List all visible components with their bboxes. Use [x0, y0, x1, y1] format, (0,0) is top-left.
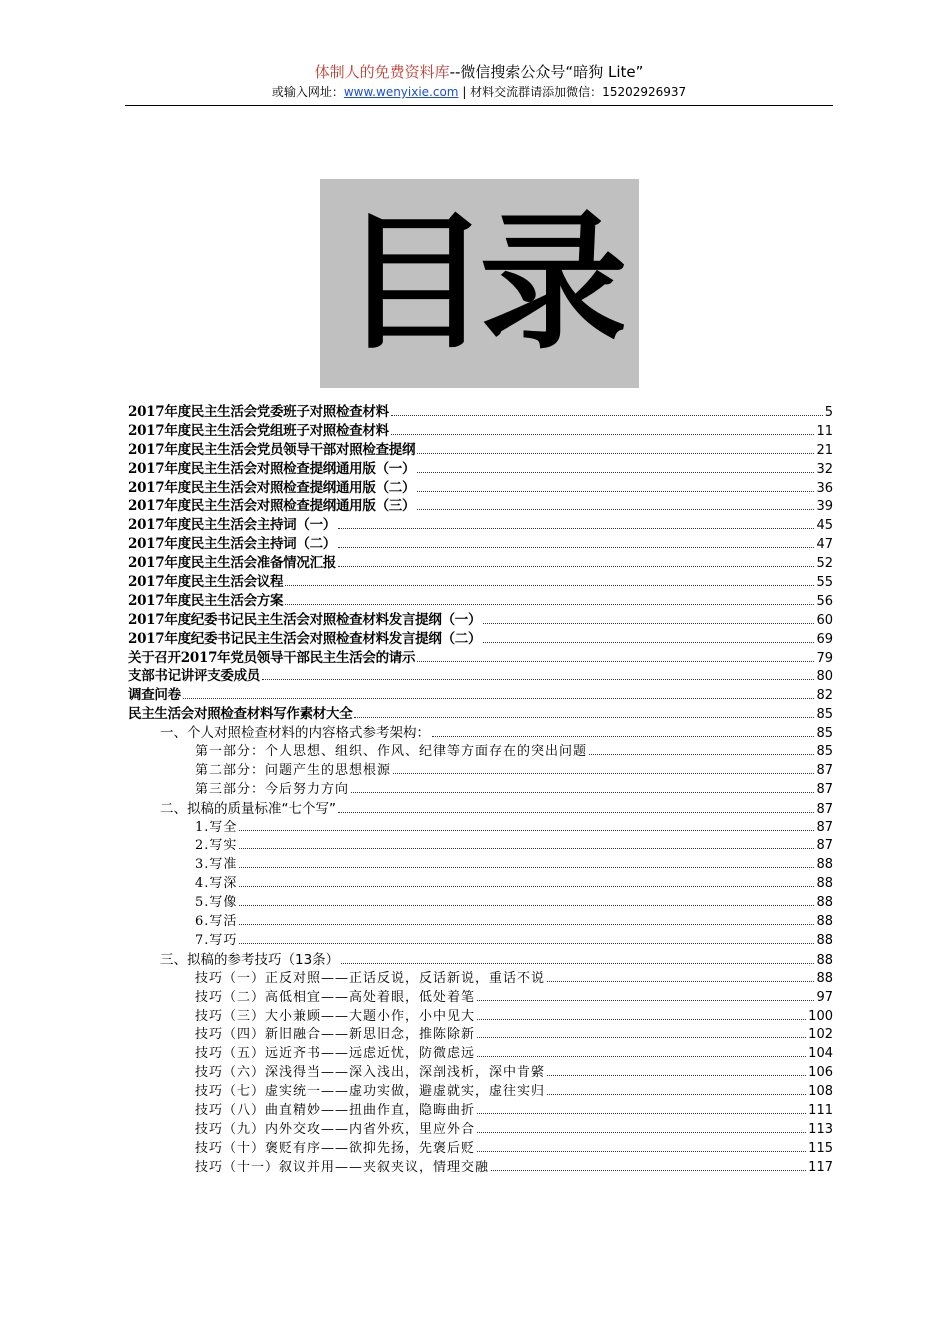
toc-entry-label: 2017年度民主生活会对照检查提纲通用版（二）	[128, 479, 416, 496]
toc-entry-label: 技巧（七）虚实统一——虚功实做，避虚就实，虚往实归	[195, 1084, 546, 1100]
toc-entry-label: 技巧（四）新旧融合——新思旧念，推陈除新	[195, 1027, 476, 1043]
toc-leader-dots	[477, 1113, 806, 1114]
toc-entry-label: 支部书记讲评支委成员	[128, 668, 260, 685]
toc-leader-dots	[491, 1170, 806, 1171]
toc-entry-page-number: 45	[816, 518, 833, 534]
toc-entry-page-number: 82	[816, 688, 833, 704]
toc-entry[interactable]	[128, 683, 833, 702]
toc-entry-page-number: 47	[816, 537, 833, 553]
toc-entry-page-number: 88	[816, 914, 833, 930]
toc-entry-page-number: 87	[816, 781, 833, 797]
toc-entry[interactable]	[128, 513, 833, 532]
toc-entry-label: 1.写全	[195, 819, 238, 835]
toc-entry-label: 技巧（五）远近齐书——远虑近忧，防微虑远	[195, 1046, 476, 1062]
site-name: 体制人的免费资料库	[314, 63, 450, 81]
toc-leader-dots	[432, 736, 814, 737]
toc-leader-dots	[351, 792, 814, 793]
toc-entry[interactable]	[128, 1099, 833, 1118]
toc-leader-dots	[285, 585, 814, 586]
toc-entry-page-number: 11	[816, 423, 833, 439]
toc-entry-page-number: 52	[816, 556, 833, 572]
toc-leader-dots	[239, 886, 814, 887]
header-line-2	[125, 84, 833, 100]
toc-entry[interactable]	[128, 834, 833, 853]
toc-entry[interactable]	[128, 646, 833, 665]
toc-leader-dots	[547, 1075, 806, 1076]
toc-entry-page-number: 88	[816, 932, 833, 948]
toc-entry-page-number: 97	[816, 989, 833, 1005]
page-header	[125, 62, 833, 100]
toc-entry[interactable]	[128, 816, 833, 835]
toc-leader-dots	[338, 528, 814, 529]
toc-entry-page-number: 85	[816, 744, 833, 760]
toc-entry-label: 技巧（六）深浅得当——深入浅出，深剖浅析，深中肯綮	[195, 1065, 546, 1081]
toc-entry-page-number: 88	[816, 952, 833, 968]
toc-entry-page-number: 115	[808, 1140, 833, 1156]
toc-entry[interactable]	[128, 532, 833, 551]
toc-entry-label: 6.写活	[195, 914, 238, 930]
toc-entry[interactable]	[128, 740, 833, 759]
title-banner	[320, 179, 639, 388]
toc-entry-label: 2017年度民主生活会议程	[128, 574, 284, 591]
toc-entry-page-number: 39	[816, 499, 833, 515]
toc-leader-dots	[285, 604, 814, 605]
toc-entry[interactable]	[128, 1023, 833, 1042]
toc-leader-dots	[338, 566, 814, 567]
toc-entry-label: 技巧（八）曲直精妙——扭曲作直，隐晦曲折	[195, 1102, 476, 1118]
toc-entry-label: 3.写准	[195, 857, 238, 873]
toc-entry-label: 关于召开2017年党员领导干部民主生活会的请示	[128, 649, 416, 666]
toc-leader-dots	[393, 773, 814, 774]
toc-entry-label: 2017年度民主生活会主持词（二）	[128, 536, 336, 553]
toc-entry-page-number: 117	[808, 1159, 833, 1175]
toc-leader-dots	[391, 434, 815, 435]
toc-entry[interactable]	[128, 551, 833, 570]
toc-entry-label: 一、个人对照检查材料的内容格式参考架构：	[160, 725, 430, 742]
toc-leader-dots	[483, 642, 814, 643]
toc-leader-dots	[477, 1019, 806, 1020]
toc-entry-page-number: 80	[816, 669, 833, 685]
toc-entry-label: 民主生活会对照检查材料写作素材大全	[128, 706, 353, 723]
toc-leader-dots	[183, 698, 815, 699]
toc-entry-label: 第一部分：个人思想、组织、作风、纪律等方面存在的突出问题	[195, 744, 588, 760]
toc-entry-page-number: 36	[816, 480, 833, 496]
toc-entry-page-number: 113	[808, 1121, 833, 1137]
toc-entry-label: 4.写深	[195, 876, 238, 892]
page-title: 目录	[341, 197, 618, 369]
toc-entry[interactable]	[128, 891, 833, 910]
toc-entry[interactable]	[128, 570, 833, 589]
toc-entry-page-number: 88	[816, 857, 833, 873]
toc-entry-label: 2017年度民主生活会方案	[128, 592, 284, 609]
toc-entry-label: 2017年度纪委书记民主生活会对照检查材料发言提纲（二）	[128, 630, 482, 647]
toc-entry[interactable]	[128, 1042, 833, 1061]
toc-entry-page-number: 108	[808, 1084, 833, 1100]
toc-entry[interactable]	[128, 400, 833, 419]
toc-entry[interactable]	[128, 986, 833, 1005]
toc-entry-label: 第三部分：今后努力方向	[195, 781, 350, 797]
toc-leader-dots	[417, 491, 814, 492]
header-line-1	[125, 62, 833, 82]
toc-entry[interactable]	[128, 1080, 833, 1099]
toc-entry-label: 2.写实	[195, 838, 238, 854]
toc-entry-page-number: 87	[816, 838, 833, 854]
toc-entry-label: 二、拟稿的质量标准“七个写”	[160, 800, 336, 817]
toc-entry[interactable]	[128, 1005, 833, 1024]
toc-leader-dots	[354, 717, 814, 718]
toc-entry-page-number: 85	[816, 726, 833, 742]
toc-entry-label: 2017年度民主生活会对照检查提纲通用版（三）	[128, 498, 416, 515]
toc-leader-dots	[239, 905, 814, 906]
toc-entry[interactable]	[128, 589, 833, 608]
toc-leader-dots	[338, 547, 814, 548]
toc-entry-label: 技巧（三）大小兼顾——大题小作，小中见大	[195, 1008, 476, 1024]
toc-entry-label: 2017年度民主生活会党委班子对照检查材料	[128, 404, 389, 420]
toc-leader-dots	[391, 415, 823, 416]
toc-entry-page-number: 60	[816, 612, 833, 628]
toc-entry-page-number: 55	[816, 575, 833, 591]
toc-leader-dots	[417, 453, 814, 454]
toc-entry-page-number: 87	[816, 819, 833, 835]
toc-entry[interactable]	[128, 438, 833, 457]
toc-entry-page-number: 87	[816, 801, 833, 817]
toc-leader-dots	[341, 963, 814, 964]
toc-entry-label: 2017年度民主生活会对照检查提纲通用版（一）	[128, 460, 416, 477]
toc-entry[interactable]	[128, 608, 833, 627]
toc-entry-label: 技巧（九）内外交攻——内省外疚，里应外合	[195, 1121, 476, 1137]
toc-entry[interactable]	[128, 627, 833, 646]
toc-entry[interactable]	[128, 872, 833, 891]
toc-entry[interactable]	[128, 948, 833, 967]
toc-leader-dots	[338, 812, 814, 813]
toc-entry[interactable]	[128, 419, 833, 438]
toc-leader-dots	[547, 1094, 806, 1095]
toc-leader-dots	[417, 472, 814, 473]
toc-leader-dots	[239, 848, 814, 849]
toc-entry[interactable]	[128, 929, 833, 948]
toc-entry-label: 技巧（二）高低相宜——高处着眼，低处着笔	[195, 989, 476, 1005]
toc-entry-page-number: 85	[816, 707, 833, 723]
toc-entry[interactable]	[128, 476, 833, 495]
toc-entry[interactable]	[128, 664, 833, 683]
toc-leader-dots	[547, 981, 814, 982]
toc-leader-dots	[477, 1000, 814, 1001]
toc-entry-label: 第二部分：问题产生的思想根源	[195, 762, 392, 778]
toc-entry-page-number: 5	[824, 405, 833, 420]
toc-entry-page-number: 69	[816, 631, 833, 647]
toc-entry-page-number: 32	[816, 461, 833, 477]
toc-leader-dots	[239, 943, 814, 944]
toc-leader-dots	[477, 1056, 806, 1057]
website-link[interactable]: www.wenyixie.com	[343, 85, 459, 99]
toc-entry-label: 2017年度民主生活会主持词（一）	[128, 517, 336, 534]
table-of-contents	[128, 400, 833, 1175]
toc-entry-page-number: 79	[816, 650, 833, 666]
toc-entry[interactable]	[128, 721, 833, 740]
toc-entry-label: 技巧（一）正反对照——正话反说，反话新说，重话不说	[195, 970, 546, 986]
toc-entry[interactable]	[128, 853, 833, 872]
toc-entry[interactable]	[128, 1118, 833, 1137]
toc-entry-label: 2017年度民主生活会党员领导干部对照检查提纲	[128, 441, 416, 458]
toc-entry-page-number: 104	[808, 1046, 833, 1062]
toc-entry-label: 技巧（十）褒贬有序——欲抑先扬，先褒后贬	[195, 1140, 476, 1156]
toc-entry-page-number: 106	[808, 1065, 833, 1081]
toc-entry-page-number: 102	[808, 1027, 833, 1043]
toc-leader-dots	[239, 924, 814, 925]
toc-entry[interactable]	[128, 1061, 833, 1080]
toc-leader-dots	[417, 509, 814, 510]
toc-entry-page-number: 87	[816, 762, 833, 778]
toc-entry-label: 三、拟稿的参考技巧（13条）	[160, 951, 340, 968]
wechat-text: --微信搜索公众号“暗狗 Lite”	[449, 63, 644, 81]
toc-entry-label: 2017年度民主生活会准备情况汇报	[128, 555, 336, 572]
toc-entry[interactable]	[128, 967, 833, 986]
toc-entry-page-number: 88	[816, 970, 833, 986]
toc-leader-dots	[589, 754, 814, 755]
toc-entry[interactable]	[128, 457, 833, 476]
toc-entry-label: 2017年度民主生活会党组班子对照检查材料	[128, 422, 389, 439]
toc-leader-dots	[239, 830, 814, 831]
toc-entry-label: 5.写像	[195, 895, 238, 911]
toc-entry[interactable]	[128, 1137, 833, 1156]
toc-entry-label: 2017年度纪委书记民主生活会对照检查材料发言提纲（一）	[128, 611, 482, 628]
toc-entry-label: 7.写巧	[195, 932, 238, 948]
toc-entry-page-number: 56	[816, 593, 833, 609]
toc-entry[interactable]	[128, 797, 833, 816]
toc-leader-dots	[477, 1037, 806, 1038]
toc-entry[interactable]	[128, 910, 833, 929]
toc-leader-dots	[477, 1151, 806, 1152]
contact-text: | 材料交流群请添加微信：15202926937	[462, 85, 687, 99]
header-divider	[125, 105, 833, 106]
toc-entry-page-number: 21	[816, 442, 833, 458]
toc-leader-dots	[417, 661, 814, 662]
url-prefix: 或输入网址：	[271, 85, 344, 99]
toc-leader-dots	[262, 679, 814, 680]
toc-entry-label: 调查问卷	[128, 687, 181, 704]
toc-entry[interactable]	[128, 778, 833, 797]
toc-leader-dots	[483, 623, 814, 624]
toc-leader-dots	[477, 1132, 806, 1133]
toc-leader-dots	[239, 867, 814, 868]
toc-entry[interactable]	[128, 759, 833, 778]
toc-entry[interactable]	[128, 494, 833, 513]
toc-entry-page-number: 111	[808, 1102, 833, 1118]
toc-entry[interactable]	[128, 1156, 833, 1175]
toc-entry-label: 技巧（十一）叙议并用——夹叙夹议，情理交融	[195, 1159, 490, 1175]
toc-entry-page-number: 88	[816, 895, 833, 911]
toc-entry-page-number: 88	[816, 876, 833, 892]
toc-entry[interactable]	[128, 702, 833, 721]
toc-entry-page-number: 100	[808, 1008, 833, 1024]
